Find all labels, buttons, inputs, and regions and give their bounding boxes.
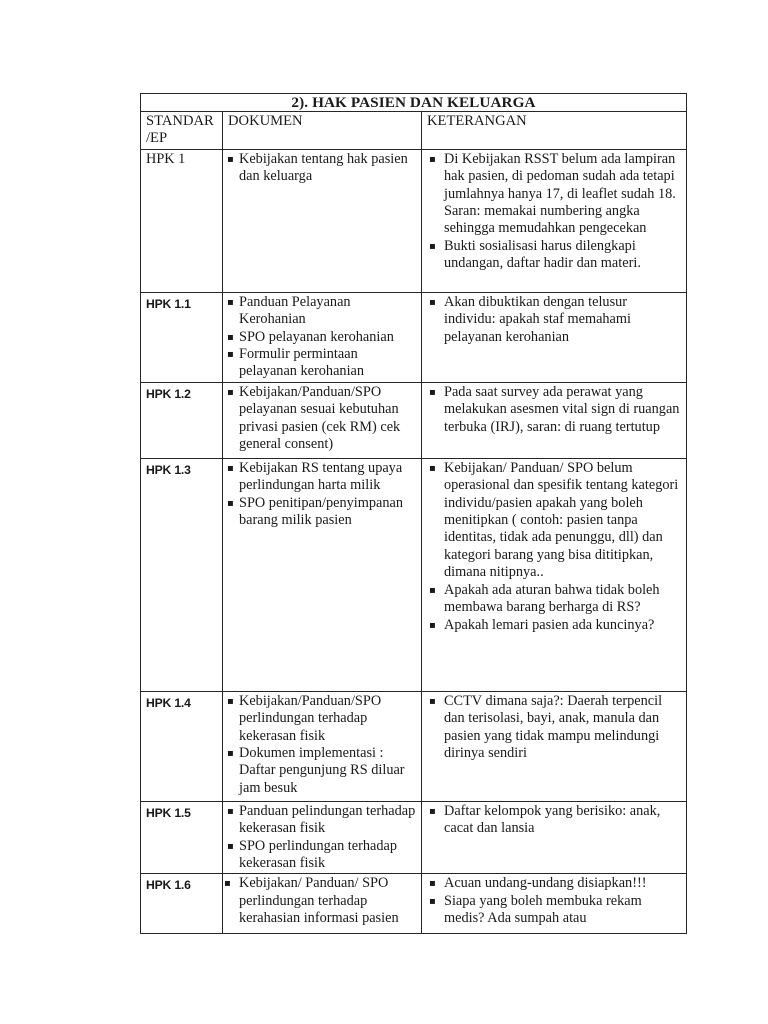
keterangan-item — [429, 875, 680, 892]
keterangan-list — [422, 875, 680, 927]
standar-cell — [141, 149, 223, 292]
standar-cell — [141, 458, 223, 691]
bullet-icon: ▪ — [429, 386, 436, 398]
dokumen-item — [227, 329, 418, 346]
keterangan-item-text: Apakah lemari pasien ada kuncinya? — [444, 616, 655, 633]
standar-label: HPK 1.3 — [146, 462, 191, 477]
bullet-icon: ▪ — [429, 584, 436, 596]
dokumen-item — [227, 294, 418, 329]
keterangan-item-text: Di Kebijakan RSST belum ada lampiran hak pasien, di pedoman sudah ada tetapi jumlahnya hanya 17, di leaflet sudah 18. Saran: memakai numbering angka sehingga memudahkan pengecekan — [444, 150, 676, 237]
dokumen-item-text: Panduan pelindungan terhadap kekerasan fisik — [239, 802, 416, 837]
dokumen-list — [223, 151, 418, 186]
dokumen-item — [227, 495, 418, 530]
standar-cell — [141, 874, 223, 934]
table-row-hpk-1 — [141, 149, 687, 292]
keterangan-item-text: Apakah ada aturan bahwa tidak boleh membawa barang berharga di RS? — [444, 581, 660, 616]
dokumen-list — [223, 460, 418, 530]
dokumen-item-text: Kebijakan tentang hak pasien dan keluarga — [239, 150, 408, 185]
column-header-standar-ep: STANDAR /EP — [141, 112, 223, 150]
standar-label: HPK 1.1 — [146, 296, 191, 311]
keterangan-list — [422, 803, 680, 838]
bullet-icon: ▪ — [227, 805, 234, 817]
dokumen-item-text: Kebijakan RS tentang upaya perlindungan harta milik — [239, 459, 403, 494]
table-row-hpk-1-6 — [141, 874, 687, 934]
standar-cell — [141, 382, 223, 458]
bullet-icon: ▪ — [227, 331, 234, 343]
dokumen-cell — [223, 874, 422, 934]
dokumen-item — [227, 384, 418, 454]
dokumen-cell — [223, 149, 422, 292]
bullet-icon: ▪ — [429, 805, 436, 817]
keterangan-cell — [422, 801, 687, 874]
keterangan-list — [422, 460, 680, 634]
bullet-icon: ▪ — [429, 619, 436, 631]
table-row-hpk-1-5 — [141, 801, 687, 874]
keterangan-cell — [422, 691, 687, 801]
bullet-icon: ▪ — [429, 462, 436, 474]
bullet-icon: ▪ — [429, 878, 436, 890]
standar-label: HPK 1.2 — [146, 386, 191, 401]
dokumen-item-text: Kebijakan/ Panduan/ SPO perlindungan terhadap kerahasian informasi pasien — [239, 875, 399, 927]
keterangan-item — [429, 294, 680, 346]
standar-cell — [141, 292, 223, 382]
dokumen-cell — [223, 458, 422, 691]
keterangan-cell — [422, 458, 687, 691]
bullet-icon: ▪ — [429, 895, 436, 907]
keterangan-item-text: Daftar kelompok yang berisiko: anak, cacat dan lansia — [444, 802, 661, 837]
dokumen-item-text: SPO penitipan/penyimpanan barang milik pasien — [239, 494, 403, 529]
dokumen-item-text: Formulir permintaan pelayanan kerohanian — [239, 346, 365, 380]
dokumen-list — [223, 384, 418, 454]
bullet-icon: ▪ — [227, 462, 234, 474]
column-header-keterangan: KETERANGAN — [422, 112, 687, 150]
keterangan-item-text: Acuan undang-undang disiapkan!!! — [444, 875, 647, 892]
standar-label: HPK 1.6 — [146, 878, 191, 893]
dokumen-list — [223, 803, 418, 873]
keterangan-item — [429, 460, 680, 582]
dokumen-item-text: SPO pelayanan kerohanian — [239, 328, 394, 345]
keterangan-item — [429, 582, 680, 617]
standar-label: HPK 1 — [146, 150, 186, 167]
dokumen-list — [223, 294, 418, 381]
dokumen-item — [224, 875, 418, 927]
dokumen-item — [227, 803, 418, 838]
keterangan-item-text: CCTV dimana saja?: Daerah terpencil dan terisolasi, bayi, anak, manula dan pasien yang tidak mampu melindungi dirinya sendiri — [444, 692, 663, 762]
keterangan-item — [429, 151, 680, 238]
standar-cell — [141, 691, 223, 801]
standar-label: HPK 1.5 — [146, 805, 191, 820]
keterangan-item — [429, 803, 680, 838]
dokumen-item — [227, 151, 418, 186]
dokumen-item — [227, 346, 418, 381]
keterangan-list — [422, 151, 680, 273]
keterangan-list — [422, 384, 680, 436]
table-title: 2). HAK PASIEN DAN KELUARGA — [141, 94, 687, 112]
dokumen-list — [223, 693, 418, 797]
bullet-icon: ▪ — [227, 497, 234, 509]
keterangan-item — [429, 384, 680, 436]
keterangan-item — [429, 893, 680, 928]
bullet-icon: ▪ — [227, 840, 234, 852]
standar-label: HPK 1.4 — [146, 695, 191, 710]
dokumen-item — [227, 745, 418, 797]
bullet-icon: ▪ — [224, 878, 231, 890]
dokumen-item — [227, 838, 418, 873]
keterangan-item-text: Akan dibuktikan dengan telusur individu: apakah staf memahami pelayanan kerohanian — [444, 293, 631, 345]
dokumen-list — [223, 875, 418, 927]
bullet-icon: ▪ — [227, 153, 234, 165]
keterangan-list — [422, 294, 680, 346]
dokumen-item — [227, 693, 418, 745]
keterangan-cell — [422, 149, 687, 292]
keterangan-item — [429, 693, 680, 763]
hpk-table — [140, 93, 687, 934]
table-body — [141, 149, 687, 934]
bullet-icon: ▪ — [227, 349, 234, 361]
bullet-icon: ▪ — [429, 153, 436, 165]
bullet-icon: ▪ — [227, 386, 234, 398]
bullet-icon: ▪ — [429, 695, 436, 707]
keterangan-item — [429, 617, 680, 634]
keterangan-list — [422, 693, 680, 763]
dokumen-cell — [223, 292, 422, 382]
keterangan-item-text: Kebijakan/ Panduan/ SPO belum operasional dan spesifik tentang kategori individu/pasien apakah yang boleh menitipkan ( contoh: pasien tanpa identitas, tidak ada penunggu, dll) dan kategori barang yang bisa dititipkan, dimana nitipnya.. — [444, 459, 679, 581]
bullet-icon: ▪ — [227, 296, 234, 308]
bullet-icon: ▪ — [227, 695, 234, 707]
dokumen-item-text: Panduan Pelayanan Kerohanian — [239, 293, 351, 328]
bullet-icon: ▪ — [227, 748, 234, 760]
bullet-icon: ▪ — [429, 296, 436, 308]
keterangan-item — [429, 238, 680, 273]
keterangan-item-text: Siapa yang boleh membuka rekam medis? Ada sumpah atau — [444, 892, 642, 927]
keterangan-item-text: Pada saat survey ada perawat yang melakukan asesmen vital sign di ruangan terbuka (IRJ), saran: di ruang tertutup — [444, 383, 680, 435]
table-row-hpk-1-4 — [141, 691, 687, 801]
table-title-row — [141, 94, 687, 112]
dokumen-item-text: Dokumen implementasi : Daftar pengunjung RS diluar jam besuk — [239, 745, 405, 796]
dokumen-item-text: Kebijakan/Panduan/SPO perlindungan terhadap kekerasan fisik — [239, 692, 382, 744]
keterangan-item-text: Bukti sosialisasi harus dilengkapi undangan, daftar hadir dan materi. — [444, 237, 641, 272]
keterangan-cell — [422, 292, 687, 382]
dokumen-cell — [223, 382, 422, 458]
table-row-hpk-1-1 — [141, 292, 687, 382]
table-row-hpk-1-2 — [141, 382, 687, 458]
keterangan-cell — [422, 382, 687, 458]
dokumen-cell — [223, 801, 422, 874]
table-header-row — [141, 112, 687, 150]
dokumen-item-text: SPO perlindungan terhadap kekerasan fisik — [239, 837, 398, 872]
dokumen-cell — [223, 691, 422, 801]
dokumen-item — [227, 460, 418, 495]
table-row-hpk-1-3 — [141, 458, 687, 691]
column-header-dokumen: DOKUMEN — [223, 112, 422, 150]
keterangan-cell — [422, 874, 687, 934]
dokumen-item-text: Kebijakan/Panduan/SPO pelayanan sesuai kebutuhan privasi pasien (cek RM) cek general consent) — [239, 383, 401, 453]
standar-cell — [141, 801, 223, 874]
bullet-icon: ▪ — [429, 240, 436, 252]
